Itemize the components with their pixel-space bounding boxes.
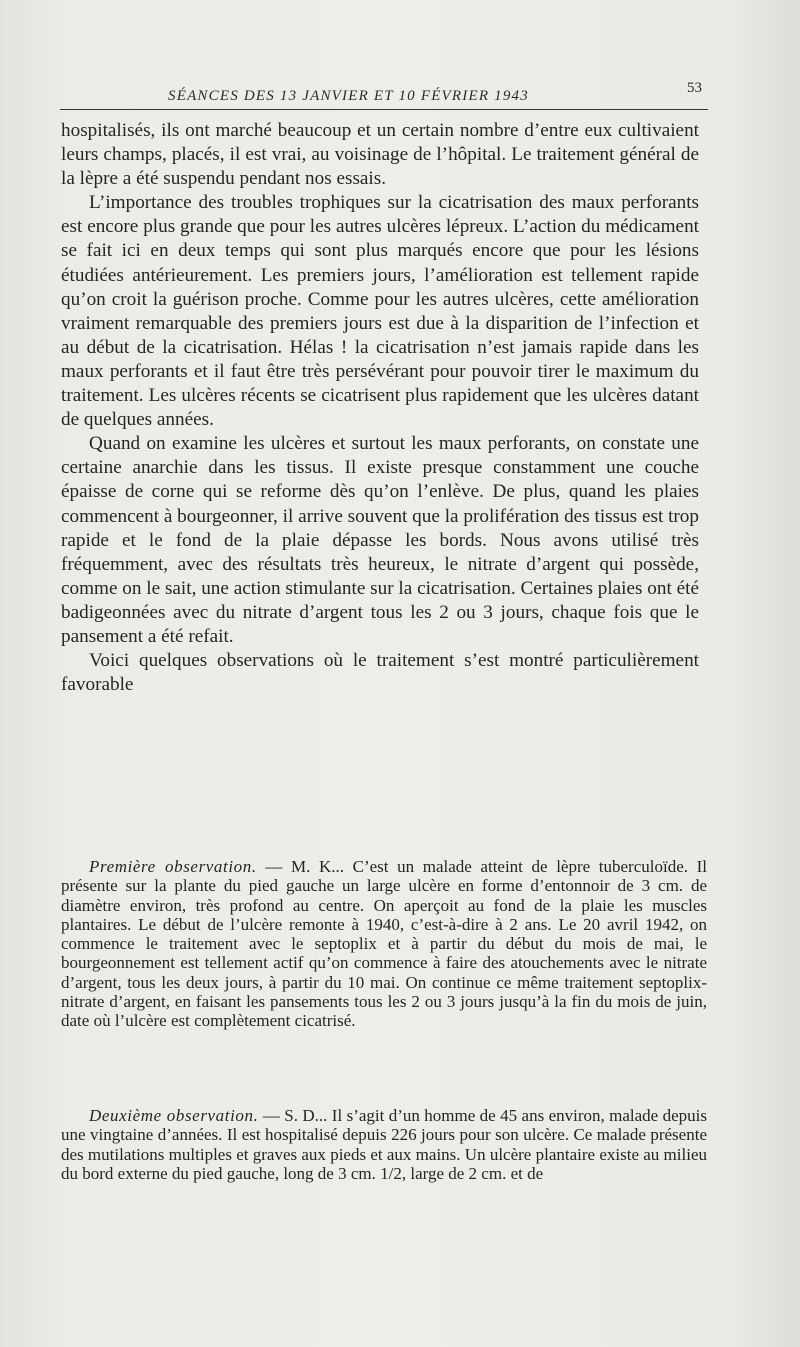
second-observation-paragraph [61, 1106, 707, 1183]
paragraph-tissue-anarchy: Quand on examine les ulcères et surtout les maux perforants, on constate une certaine anarchie dans les tissus. Il existe presque constamment une couche épaisse de corne qui se reforme dès qu’on l’enlève. De plus, quand les plaies commencent à bourgeonner, il arrive souvent que la prolifération des tissus est trop rapide et le fond de la plaie dépasse les bords. Nous avons utilisé très fréquemment, avec des résultats très heureux, le nitrate d’argent qui possède, comme on le sait, une action stimulante sur la cicatrisation. Certaines plaies ont été badigeonnées avec du nitrate d’argent tous les 2 ou 3 jours, chaque fois que le pansement a été refait. [61, 433, 699, 647]
paragraph-trophic-troubles: L’importance des troubles trophiques sur la cicatrisation des maux perforants est encore plus grande que pour les autres ulcères lépreux. L’action du médicament se fait ici en deux temps qui sont plus marqués encore que pour les lésions étudiées antérieurement. Les premiers jours, l’amélioration est tellement rapide qu’on croit la guérison proche. Comme pour les autres ulcères, cette amélioration vraiment remarquable des premiers jours est due à la disparition de l’infection et au début de la cicatrisation. Hélas ! la cicatrisation n’est jamais rapide dans les maux perforants et il faut être très persévérant pour pouvoir tirer le maximum du traitement. Les ulcères récents se cicatrisent plus rapidement que les ulcères datant de quelques années. [61, 192, 699, 431]
paragraph-continuation: hospitalisés, ils ont marché beaucoup et un certain nombre d’entre eux cultivaient leurs champs, placés, il est vrai, au voisinage de l’hôpital. Le traitement général de la lèpre a été suspendu pendant nos essais. [61, 120, 699, 190]
page-number: 53 [687, 80, 702, 96]
second-observation [61, 1106, 707, 1183]
header-rule [60, 109, 708, 110]
first-observation-paragraph [61, 857, 707, 1031]
second-observation-text: — S. D... Il s’agit d’un homme de 45 ans environ, malade depuis une vingtaine d’années. Il est hospitalisé depuis 226 jours pour son ulcère. Ce malade présente des mutilations multiples et graves aux pieds et aux mains. Un ulcère plantaire existe au milieu du bord externe du pied gauche, long de 3 cm. 1/2, large de 2 cm. et de [61, 1106, 708, 1183]
first-observation-title: Première observation. [89, 857, 257, 876]
page-header [60, 80, 710, 110]
first-observation [61, 857, 707, 1031]
body-text [61, 119, 699, 697]
paragraph-observations-intro: Voici quelques observations où le traitement s’est montré particulièrement favorable [61, 650, 699, 696]
second-observation-title: Deuxième observation. [89, 1106, 259, 1125]
first-observation-text: — M. K... C’est un malade atteint de lèpre tuberculoïde. Il présente sur la plante du pied gauche un large ulcère en forme d’entonnoir de 3 cm. de diamètre environ, très profond au centre. On aperçoit au fond de la plaie les muscles plantaires. Le début de l’ulcère remonte à 1940, c’est-à-dire à 2 ans. Le 20 avril 1942, on commence le traitement avec le septoplix et à partir du début du mois de mai, le bourgeonnement est tellement actif qu’on commence à faire des atouchements avec le nitrate d’argent, tous les deux jours, à partir du 10 mai. On continue ce même traitement septoplix-nitrate d’argent, en faisant les pansements tous les 2 ou 3 jours jusqu’à la fin du mois de juin, date où l’ulcère est complètement cicatrisé. [61, 857, 708, 1031]
running-head: SÉANCES DES 13 JANVIER ET 10 FÉVRIER 1943 [168, 88, 529, 104]
